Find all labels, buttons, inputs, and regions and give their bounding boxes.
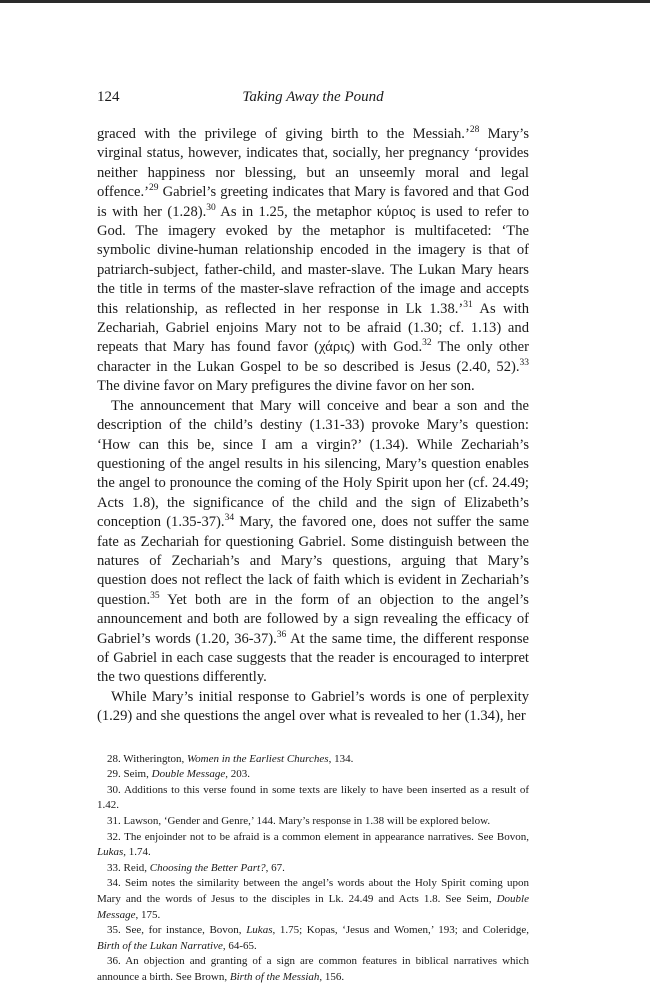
text-run: graced with the privilege of giving birth to the Messiah.’ bbox=[97, 126, 470, 142]
paragraph bbox=[97, 688, 529, 727]
cited-title: Women in the Earliest Churches bbox=[187, 752, 329, 765]
footnote-reference: 29 bbox=[149, 183, 159, 194]
text-run: 29. Seim, bbox=[107, 768, 152, 781]
cited-title: Birth of the Lukan Narrative bbox=[97, 939, 223, 952]
text-run: The only other character in the Lukan Gospel to be so described is Jesus (2.40, 52). bbox=[97, 339, 529, 375]
text-run: 28. Witherington, bbox=[107, 752, 188, 765]
text-run: As with Zechariah, Gabriel enjoins Mary not to be afraid (1.30; cf. 1.13) and repeats that Mary has found favor (χάρις) with God. bbox=[97, 300, 530, 356]
cited-title: Double Message bbox=[97, 892, 529, 921]
cited-title: Lukas bbox=[246, 924, 273, 937]
text-run: 35. See, for instance, Bovon, bbox=[107, 924, 247, 937]
footnote-reference: 34 bbox=[224, 513, 235, 524]
footnote-reference: 30 bbox=[206, 202, 216, 213]
text-run: , 203. bbox=[225, 768, 250, 781]
footnote-reference: 31 bbox=[463, 299, 473, 310]
text-run: , 1.75; Kopas, ‘Jesus and Women,’ 193; and Coleridge, bbox=[272, 924, 529, 937]
footnote-reference: 36 bbox=[276, 629, 287, 640]
cited-title: Lukas bbox=[97, 846, 124, 859]
top-border-rule bbox=[0, 0, 650, 3]
footnote bbox=[97, 752, 529, 768]
body-text bbox=[97, 125, 529, 727]
footnote-reference: 33 bbox=[519, 358, 529, 369]
text-run: , 1.74. bbox=[123, 846, 151, 859]
footnotes bbox=[97, 752, 529, 986]
text-run: 31. Lawson, ‘Gender and Genre,’ 144. Mary’s response in 1.38 will be explored below. bbox=[107, 814, 491, 827]
text-run: 34. Seim notes the similarity between the angel’s words about the Holy Spirit coming upon Mary and the words of Jesus to the disciples in Lk. 24.49 and Acts 1.8. See Seim, bbox=[97, 877, 529, 905]
paragraph bbox=[97, 125, 529, 397]
footnote bbox=[97, 876, 529, 923]
footnote bbox=[97, 861, 529, 877]
text-run: , 134. bbox=[328, 752, 354, 765]
text-run: 33. Reid, bbox=[107, 861, 150, 874]
book-page bbox=[97, 86, 529, 986]
text-run: , 156. bbox=[319, 970, 345, 983]
footnote bbox=[97, 954, 529, 985]
text-run: Mary, the favored one, does not suffer the same fate as Zechariah for questioning Gabriel. Some distinguish between the natures of Zechariah’s and Mary’s questions, arguing that Mary’s question does not reflect the lack of faith which is evident in Zechariah’s question. bbox=[97, 514, 529, 608]
footnote-reference: 32 bbox=[422, 338, 432, 349]
paragraph bbox=[97, 397, 529, 688]
running-title: Taking Away the Pound bbox=[242, 89, 384, 105]
page-number: 124 bbox=[97, 89, 120, 105]
footnote bbox=[97, 814, 529, 830]
cited-title: Choosing the Better Part? bbox=[149, 861, 266, 874]
footnote bbox=[97, 830, 529, 861]
text-run: The announcement that Mary will conceive and bear a son and the description of the child’s destiny (1.31-33) provoke Mary’s question: ‘How can this be, since I am a virgin?’ (1.34). While Zechariah’s questioning of the angel results in his silencing, Mary’s question enables the angel to pronounce the coming of the Holy Spirit upon her (cf. 24.49; Acts 1.8), the significance of the child and the sign of Elizabeth’s conception (1.35-37). bbox=[97, 397, 529, 531]
text-run: , 64-65. bbox=[222, 939, 257, 952]
text-run: , 67. bbox=[265, 861, 285, 874]
text-run: , 175. bbox=[135, 908, 161, 921]
cited-title: Birth of the Messiah bbox=[229, 970, 320, 983]
text-run: Yet both are in the form of an objection to the angel’s announcement and both are followed by a sign revealing the efficacy of Gabriel’s words (1.20, 36-37). bbox=[97, 591, 529, 647]
running-head bbox=[97, 86, 529, 108]
cited-title: Double Message bbox=[151, 768, 226, 781]
text-run: At the same time, the different response of Gabriel in each case suggests that the reader is encouraged to interpret the two questions differently. bbox=[97, 630, 529, 686]
text-run: The divine favor on Mary prefigures the divine favor on her son. bbox=[97, 378, 475, 395]
footnote bbox=[97, 923, 529, 954]
text-run: As in 1.25, the metaphor κύριος is used to refer to God. The imagery evoked by the metaphor is multifaceted: ‘The symbolic divine-human relationship encoded in the imagery is that of patriarch-subject, father-child, and master-slave. The Lukan Mary hears the title in terms of the master-slave refraction of the image and accepts this relationship, as reflected in her response in Lk 1.38.’ bbox=[97, 203, 529, 317]
text-run: While Mary’s initial response to Gabriel’s words is one of perplexity (1.29) and she questions the angel over what is revealed to her (1.34), her bbox=[97, 688, 529, 725]
text-run: Gabriel’s greeting indicates that Mary is favored and that God is with her (1.28). bbox=[97, 184, 529, 220]
footnote bbox=[97, 767, 529, 783]
footnote-reference: 28 bbox=[469, 125, 480, 136]
footnote bbox=[97, 783, 529, 814]
text-run: 32. The enjoinder not to be afraid is a common element in appearance narratives. See Bovon, bbox=[107, 830, 529, 843]
text-run: 30. Additions to this verse found in some texts are likely to have been inserted as a result of 1.42. bbox=[97, 783, 529, 812]
footnote-reference: 35 bbox=[150, 590, 160, 601]
text-run: Mary’s virginal status, however, indicates that, socially, her pregnancy ‘provides neither happiness nor blessing, but an unseemly moral and legal offence.’ bbox=[97, 126, 529, 201]
text-run: 36. An objection and granting of a sign are common features in biblical narratives which announce a birth. See Brown, bbox=[97, 955, 529, 983]
